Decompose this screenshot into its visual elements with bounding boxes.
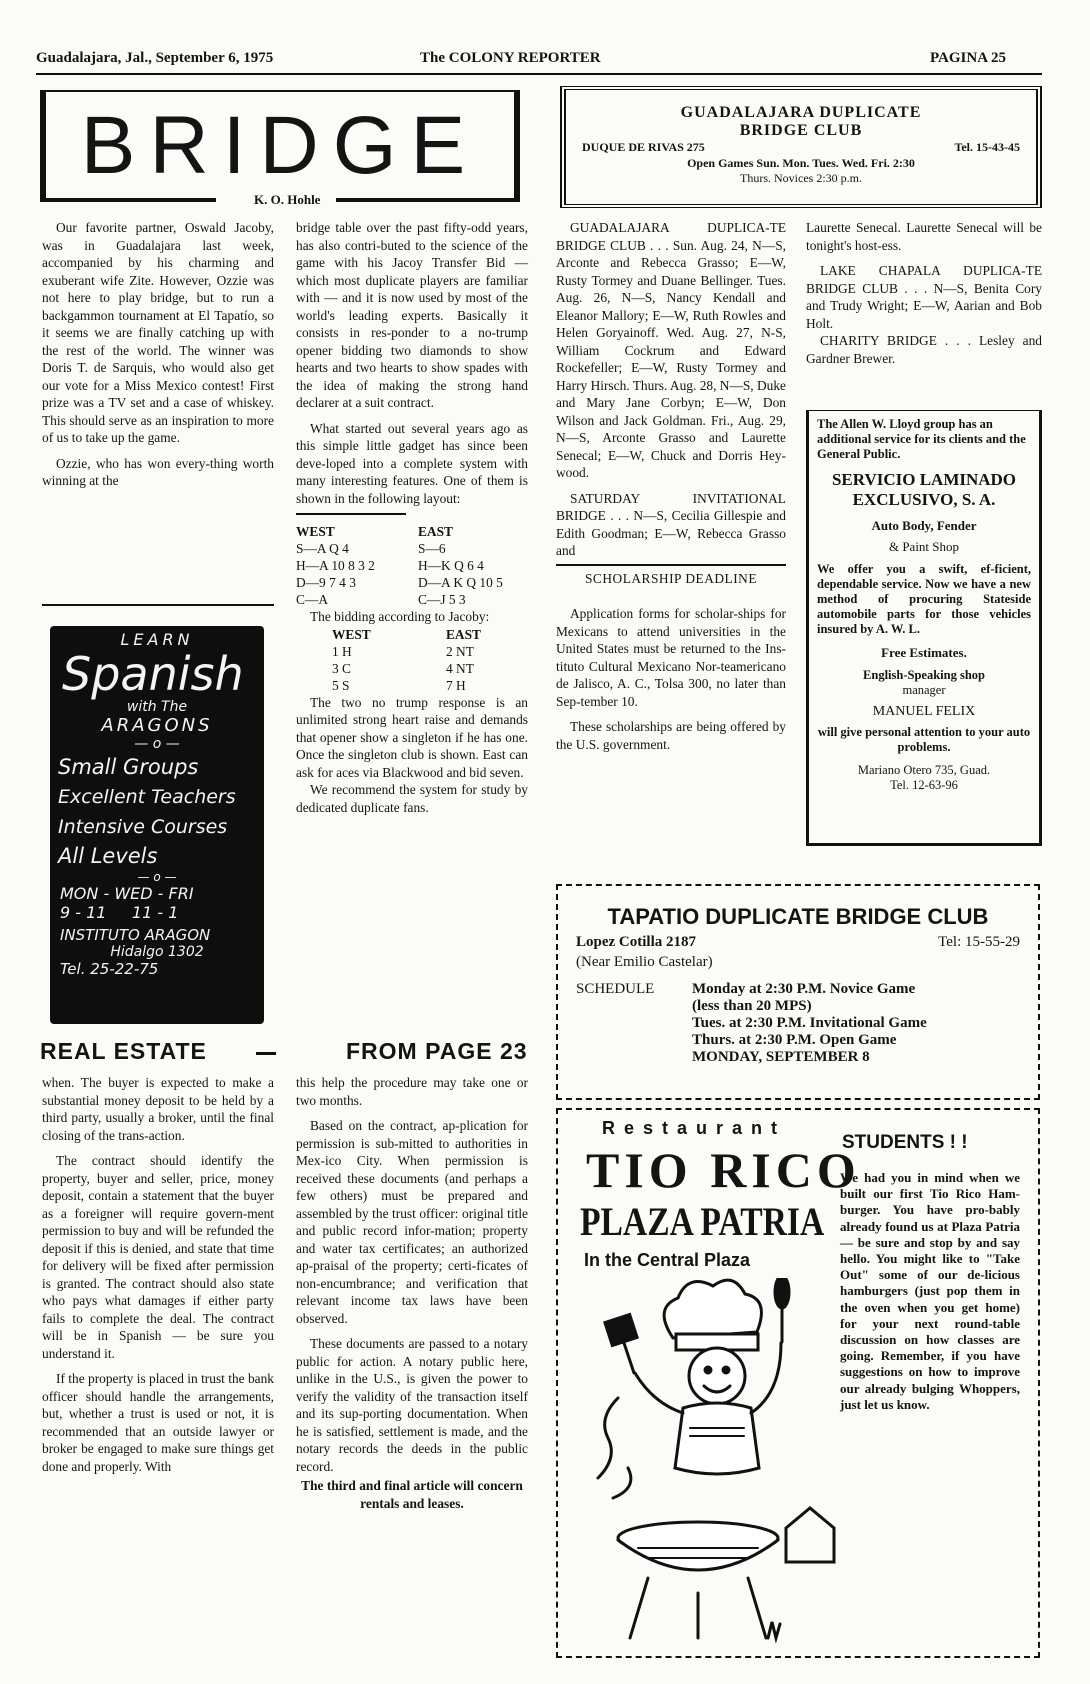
scholarship-heading: SCHOLARSHIP DEADLINE [584,570,758,586]
bid: 3 C [332,660,351,676]
dateline: Guadalajara, Jal., September 6, 1975 [36,50,274,66]
ad-offer: We offer you a swift, ef-ficient, dependable service. Now we have a new method of procuring Stateside automobile parts for those vehicles insured by A. W. L. [817,562,1031,636]
paragraph: These scholarships are being offered by the U.S. government. [556,719,786,752]
west-label: WEST [296,524,335,539]
restaurant-location-name: PLAZA PATRIA [580,1199,825,1244]
results-column-2 [806,219,1042,375]
section-rule [556,564,786,566]
ad-line: Small Groups [58,755,199,779]
restaurant-name: TIO RICO [586,1142,861,1198]
club-address: Lopez Cotilla 2187 [576,934,696,950]
manager-name: MANUEL FELIX [872,704,976,719]
layout-rule [296,513,406,515]
tio-rico-ad [556,1108,1040,1658]
schedule-line: Tues. at 2:30 P.M. Invitational Game [692,1015,927,1031]
shop-line: English-Speaking shop [863,668,985,682]
paragraph: These documents are passed to a notary public for action. A notary public here, unlike in the U.S., is given the power to verify the validity of the transaction itself and its sup-porting documentation. When he is satisfied, settlement is made, and the notary records the deeds in the public record. [296,1336,528,1474]
ad-line: All Levels [58,844,158,868]
ad-line: Excellent Teachers [58,786,236,808]
bidding-east-label: EAST [446,626,481,642]
byline-rule-left [40,198,216,202]
paragraph: LAKE CHAPALA DUPLICA-TE BRIDGE CLUB . . . N—S, Benita Cory and Trudy Wright; E—W, Aarian and Bob Holt. [806,263,1042,331]
ad-line: LEARN [120,630,194,649]
laminado-ad [806,410,1042,846]
newspaper-name: The COLONY REPORTER [420,50,601,66]
header-rule [36,73,1042,75]
service-2: & Paint Shop [888,539,960,554]
paragraph: Our favorite partner, Oswald Jacoby, was in Guadalajara last week, accompanied by his charming and exuberant wife Zite. However, Ozzie was not here to play bridge, but to run a backgammon tournament at El Tapatío, so it seems we are finally catching up with the rest of the world. The winner was Doris T. de Sarquis, who would also get our vote for a Miss Mexico contest! First prize was a TV set and a case of whiskey. This should serve as an inspiration to more of us to take up the game. [42,220,274,445]
students-text: We had you in mind when we built our first Tio Rico Ham-burger. You have pro-bably already found us at Plaza Patria — be sure and stop by and say hello. You might like to "Take Out" some of our de-licious hamburgers (just pop them in the oven when you get home) for your next round-table discussion on how classes are going. Remember, if you have suggestions on how to improve our already bulging Whoppers, just let us know. [840,1170,1020,1412]
paragraph: The contract should identify the property, buyer and seller, price, money deposit, contain a statement that the buyer as a foreigner will require govern-ment permission to buy and will be refunded the deposit if this is denied, and state that time for delivery will be fixed after permission is granted. The contract should also state who pays what damages if either party fails to complete the deal. The contract will be in Spanish — be sure you understand it. [42,1153,274,1361]
ad-line: with The [126,699,188,715]
ad-line: MON - WED - FRI [60,884,194,903]
bridge-column-2 [296,219,528,824]
ad-line: Tel. 25-22-75 [60,960,159,978]
paragraph: this help the procedure may take one or two months. [296,1075,528,1108]
east-hand-suit: D—A K Q 10 5 [418,575,503,590]
chef-illustration [578,1278,838,1648]
paragraph: What started out several years ago as this simple little gadget has since been deve-loped into a complete system with many interesting features. One of them is shown in the following layout: [296,420,528,506]
club-title: GUADALAJARA DUPLICATE [680,104,922,121]
paragraph: Based on the contract, ap-plication for permission is sub-mitted to authorities in Mex-ico City. When permission is received these documents (and perhaps a few others) must be prepared and assembled by the trust officer: original title and public record infor-mation; property and water tax certificates; an authorized ap-praisal of the property; certi-ficates of non-encumbrance; and verification that relevant income tax laws have been observed. [296,1118,528,1326]
club-novices: Thurs. Novices 2:30 p.m. [740,171,862,185]
from-page-label: FROM PAGE 23 [346,1038,528,1064]
west-hand-suit: S—A Q 4 [296,541,349,556]
ad-line: 9 - 11 11 - 1 [60,903,179,922]
ad-address: Mariano Otero 735, Guad. [857,763,991,777]
closing-note: The third and final article will concern rentals and leases. [301,1478,523,1511]
real-estate-column-2 [296,1074,528,1520]
paragraph: SATURDAY INVITATIONAL BRIDGE . . . N—S, Cecilia Gillespie and Edith Goodman; E—W, Rebecca Grasso and [556,490,786,558]
paragraph: bridge table over the past fifty-odd years, has also contri-buted to the science of the game with his Jacoy Transfer Bid — which most duplicate players are familiar with — and it is now used by most of the world's leading experts. Basically it consists in res-ponder to a no-trump opener bidding two diamonds to show hearts and two hearts to show spades with the idea of making the strong hand declarer at a suit contract. [296,220,528,410]
paragraph: CHARITY BRIDGE . . . Lesley and Gardner Brewer. [806,333,1042,366]
real-estate-column-1 [42,1074,274,1483]
schedule-line: (less than 20 MPS) [692,998,812,1014]
ad-line: — o — [137,870,177,884]
column-divider-rule [42,604,274,606]
business-name-2: EXCLUSIVO, S. A. [852,490,996,509]
students-heading: STUDENTS ! ! [842,1132,968,1153]
restaurant-location: In the Central Plaza [584,1250,751,1270]
free-estimates: Free Estimates. [881,645,967,660]
paragraph: If the property is placed in trust the bank officer should handle the arrangements, but, whether a trust is used or not, it is recommended that an outside lawyer or broker be engaged to make sure things get done and properly. With [42,1371,274,1474]
east-hand-suit: H—K Q 6 4 [418,558,484,573]
spanish-school-ad [50,626,264,1024]
real-estate-heading: REAL ESTATE [40,1038,207,1064]
bid: 5 S [332,677,350,693]
club-address: DUQUE DE RIVAS 275 [582,140,705,154]
east-hand-suit: S—6 [418,541,446,556]
ad-phone: Tel. 12-63-96 [890,778,958,792]
paragraph: GUADALAJARA DUPLICA-TE BRIDGE CLUB . . . Sun. Aug. 24, N—S, Arconte and Rebecca Grasso; E—W, Rusty Tormey and Duane Bellinger. Tues. Aug. 26, N—S, Nancy Kendall and Eleanor Mallory; E—W, Ruth Rowles and Helen Goryainoff. Wed. Aug. 27, N-S, William Cockrum and Edward Rockefeller; E—W, Rusty Tormey and Harry Hirsch. Thurs. Aug. 28, N—S, Duke and Mary Jane Corbyn; E—W, Don Wilson and Jack Goldman. Fri., Aug. 29, N—S, Arconte Grasso and Laurette Senecal; E—W, Chuck and Dorris Hey-wood. [556,220,786,480]
bid: 2 NT [446,643,474,659]
duplicate-club-box [560,86,1042,208]
ad-line: Intensive Courses [58,816,228,838]
hand-layout [296,523,528,608]
ad-line: Hidalgo 1302 [110,944,204,960]
schedule-line: Monday at 2:30 P.M. Novice Game [692,981,916,997]
west-hand-suit: C—A [296,592,328,607]
bridge-column-1 [42,219,274,498]
ad-headline: Spanish [62,647,244,701]
west-hand-suit: H—A 10 8 3 2 [296,558,375,573]
east-hand-suit: C—J 5 3 [418,592,466,607]
paragraph: Application forms for scholar-ships for Mexicans to attend universities in the United States must be returned to the Ins-tituto Cultural Mexicano Nor-teamericano de Jalisco, A. C., Tolsa 300, no later than Sep-tember 10. [556,606,786,709]
paragraph: We recommend the system for study by dedicated duplicate fans. [296,782,528,815]
business-name: SERVICIO LAMINADO [831,470,1017,489]
paragraph: when. The buyer is expected to make a substantial money deposit to be held by a third party, usually a broker, until the final closing of the trans-action. [42,1075,274,1143]
results-column-1 [556,219,786,761]
bidding-intro: The bidding according to Jacoby: [310,609,490,624]
paragraph: Ozzie, who has won every-thing worth winning at the [42,455,274,488]
paragraph: The two no trump response is an unlimited strong heart raise and demands that opener show a singleton if he has one. Once the singleton club is shown. East can ask for aces via Blackwood and bid seven. [296,694,528,780]
east-label: EAST [418,524,453,539]
page-number: PAGINA 25 [930,50,1006,66]
bidding-table [332,626,512,694]
club-near: (Near Emilio Castelar) [576,954,713,970]
west-hand-suit: D—9 7 4 3 [296,575,356,590]
attention-line: will give personal attention to your auto problems. [817,725,1031,754]
club-phone: Tel. 15-43-45 [954,140,1020,154]
club-phone: Tel: 15-55-29 [938,934,1020,950]
restaurant-label: Restaurant [602,1118,787,1138]
club-title: TAPATIO DUPLICATE BRIDGE CLUB [607,904,989,929]
ad-intro: The Allen W. Lloyd group has an additional service for its clients and the General Public. [817,417,1026,461]
shop-line-2: manager [902,683,946,697]
schedule-line: MONDAY, SEPTEMBER 8 [692,1049,870,1065]
bidding-west-label: WEST [332,626,371,642]
club-games: Open Games Sun. Mon. Tues. Wed. Fri. 2:30 [687,156,915,170]
service: Auto Body, Fender [871,518,977,533]
ad-line: ARAGONS [101,715,213,736]
bid: 7 H [446,677,466,693]
ad-line: INSTITUTO ARAGON [60,926,211,944]
schedule-label: SCHEDULE [576,981,655,997]
bid: 1 H [332,643,352,659]
bridge-title: BRIDGE [80,100,480,191]
club-title-2: BRIDGE CLUB [739,122,863,139]
bid: 4 NT [446,660,474,676]
tapatio-club-ad [556,884,1040,1100]
byline-rule-right [336,198,520,202]
bridge-byline: K. O. Hohle [254,192,321,207]
heading-dash [256,1052,276,1055]
schedule-line: Thurs. at 2:30 P.M. Open Game [692,1032,897,1048]
ad-line: — o — [134,736,180,752]
paragraph: Laurette Senecal. Laurette Senecal will be tonight's host-ess. [806,220,1042,253]
